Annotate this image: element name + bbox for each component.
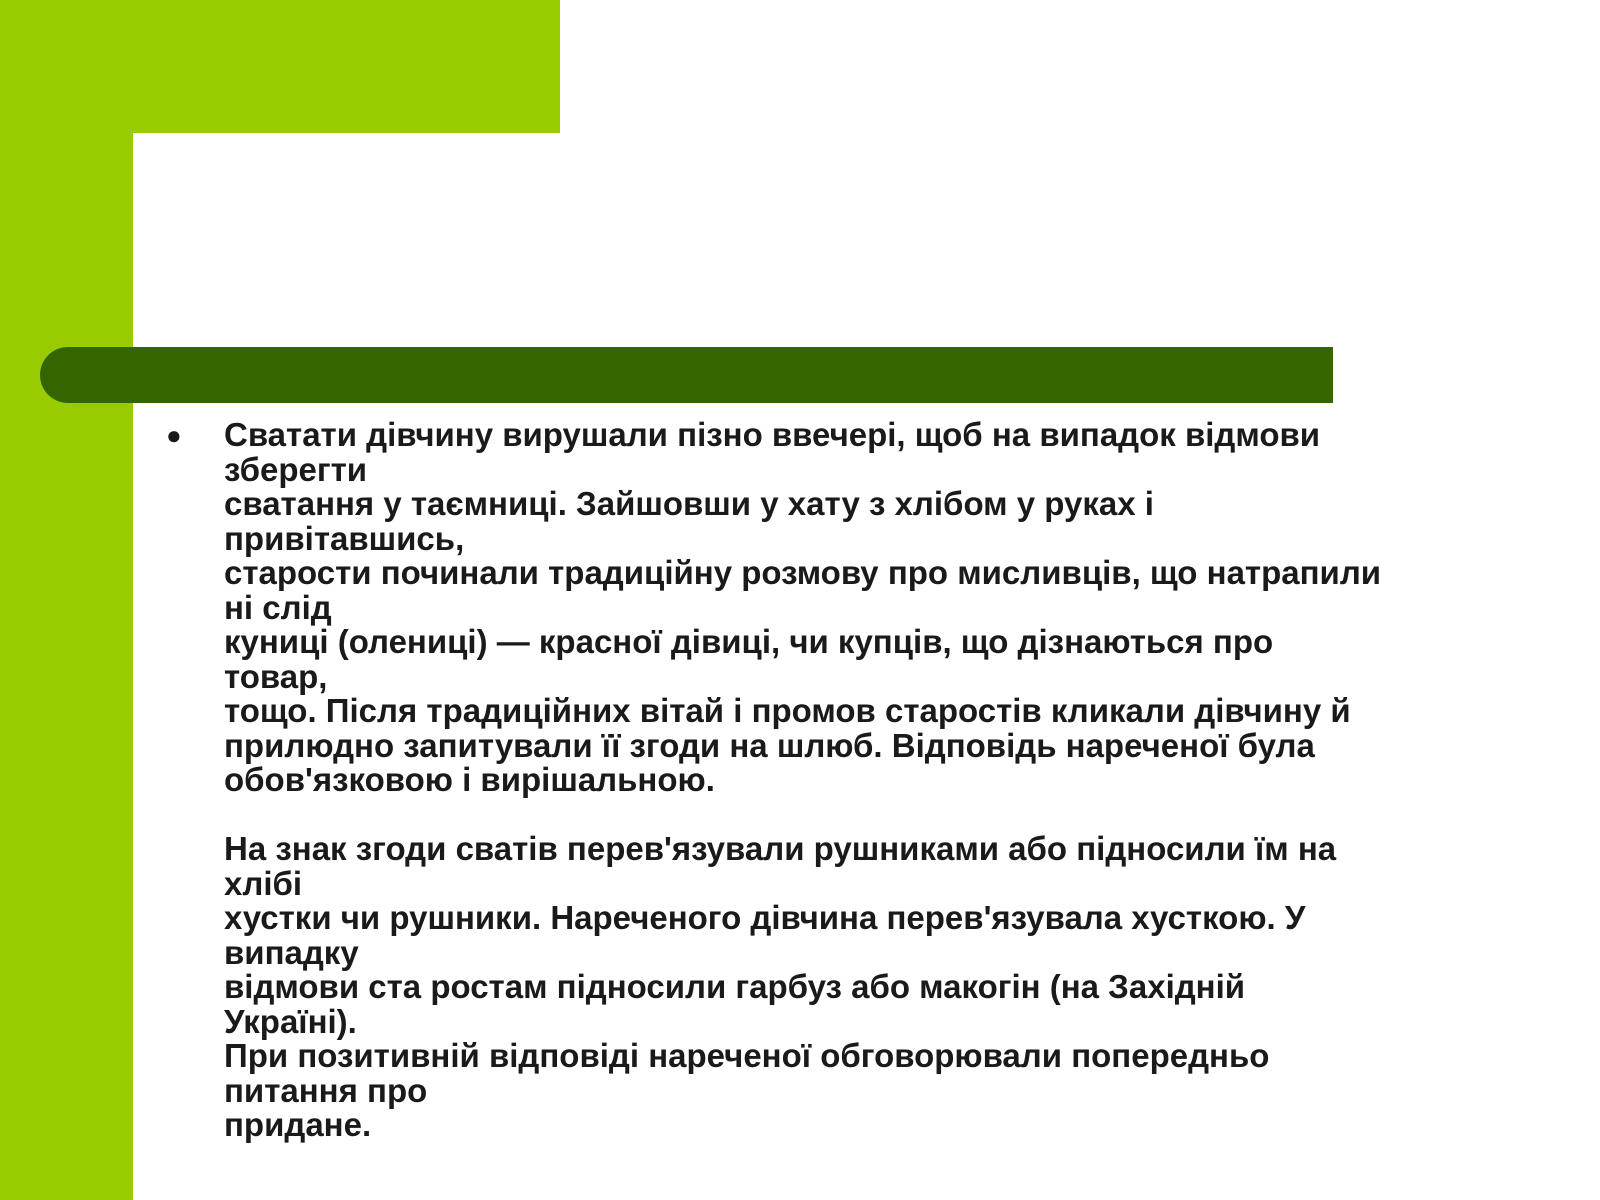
text-line: зберегти (224, 450, 368, 488)
text-line: випадку (224, 933, 359, 971)
text-line: куниці (олениці) — красної дівиці, чи купців, що дізнаються про (224, 623, 1274, 660)
top-accent-band (0, 0, 560, 133)
text-line: прилюдно запитували її згоди на шлюб. Відповідь нареченої була (224, 726, 1315, 764)
text-line: придане. (224, 1106, 372, 1143)
text-line: привітавшись, (224, 519, 465, 557)
rounded-corner (133, 133, 253, 253)
text-line: сватання у таємниці. Зайшовши у хату з хлібом у руках і (224, 485, 1154, 522)
text-line: хлібі (224, 864, 303, 902)
left-accent-band (0, 0, 133, 1200)
text-line: На знак згоди сватів перев'язували рушниками або підносили їм на (224, 830, 1337, 867)
paragraph-1 (224, 418, 1500, 798)
text-line: ні слід (224, 588, 332, 626)
text-line: тощо. Після традиційних вітай і промов старостів кликали дівчину й (224, 692, 1351, 729)
text-line: старости починали традиційну розмову про мисливців, що натрапили (224, 554, 1382, 591)
slide-body (160, 418, 1500, 1143)
text-line: відмови ста ростам підносили гарбуз або макогін (на Західній (224, 968, 1246, 1005)
text-line: товар, (224, 657, 328, 695)
text-line: питання про (224, 1071, 428, 1109)
text-line: При позитивній відповіді нареченої обговорювали попередньо (224, 1037, 1270, 1074)
text-line: Україні). (224, 1002, 357, 1040)
paragraph-2 (224, 832, 1500, 1143)
text-line: хустки чи рушники. Нареченого дівчина перев'язувала хусткою. У (224, 899, 1306, 936)
bullet-dot-icon: ● (166, 420, 182, 450)
paragraph-gap (224, 798, 1500, 833)
bullet-item (160, 418, 1500, 1143)
text-line: обов'язковою і вирішальною. (224, 761, 715, 798)
text-line: Сватати дівчину вирушали пізно ввечері, щоб на випадок відмови (224, 416, 1321, 453)
title-bar (40, 347, 1333, 403)
